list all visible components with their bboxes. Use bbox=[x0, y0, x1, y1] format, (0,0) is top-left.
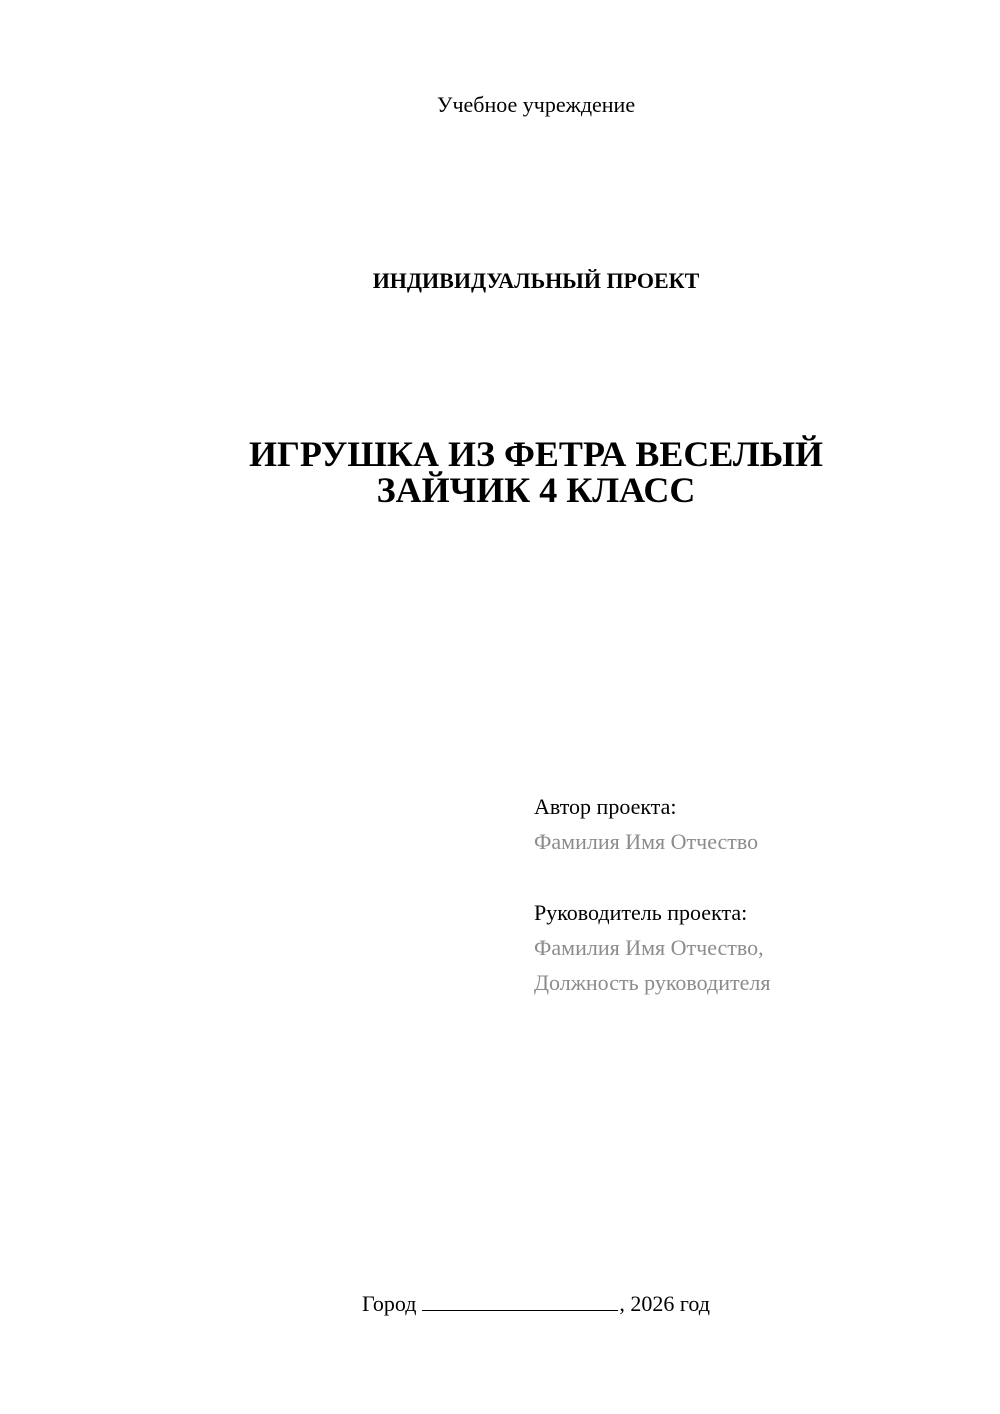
project-info-block bbox=[534, 789, 974, 1000]
city-year-line bbox=[0, 1290, 1000, 1318]
project-title-line-2: ЗАЙЧИК 4 КЛАСС bbox=[376, 470, 696, 510]
supervisor-position: Должность руководителя bbox=[534, 970, 771, 995]
project-type-heading: ИНДИВИДУАЛЬНЫЙ ПРОЕКТ bbox=[372, 268, 700, 293]
supervisor-name: Фамилия Имя Отчество, bbox=[534, 935, 764, 960]
project-title bbox=[0, 436, 1000, 508]
city-label: Город bbox=[362, 1291, 417, 1316]
city-blank-underline bbox=[422, 1290, 618, 1311]
author-name: Фамилия Имя Отчество bbox=[534, 829, 759, 854]
project-title-line-1: ИГРУШКА ИЗ ФЕТРА ВЕСЕЛЫЙ bbox=[248, 434, 824, 474]
author-label: Автор проекта: bbox=[534, 794, 677, 819]
institution-name: Учебное учреждение bbox=[436, 92, 636, 117]
info-spacer bbox=[534, 859, 974, 895]
supervisor-label: Руководитель проекта: bbox=[534, 900, 748, 925]
year-text: , 2026 год bbox=[619, 1291, 710, 1316]
